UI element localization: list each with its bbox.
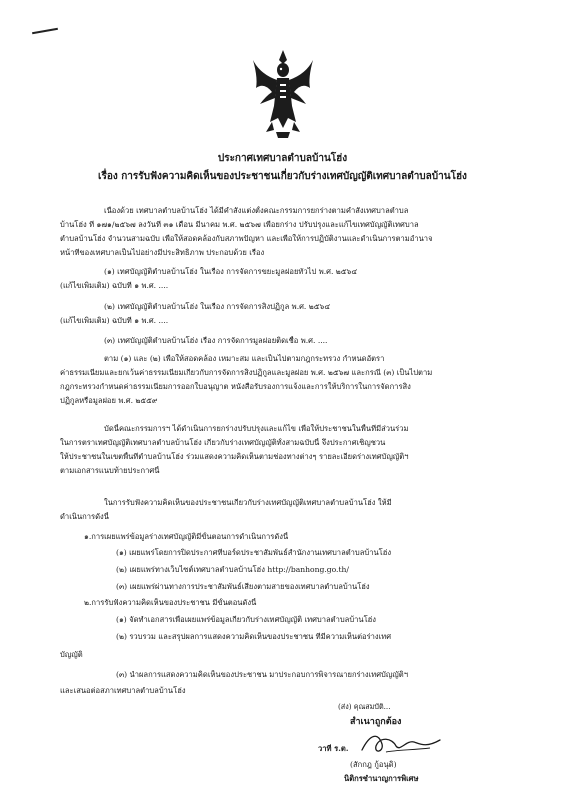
paragraph-line: ปฏิกูลหรือมูลฝอย พ.ศ. ๒๕๕๙	[60, 396, 158, 405]
document-subject: เรื่อง การรับฟังความคิดเห็นของประชาชนเกี่ยวกับร่างเทศบัญญัติเทศบาลตำบลบ้านโฮ่ง	[98, 171, 467, 182]
paragraph-line: หน้าที่ของเทศบาลเป็นไปอย่างมีประสิทธิภาพ ประกอบด้วย เรื่อง	[60, 248, 265, 257]
garuda-emblem-icon	[250, 48, 316, 140]
paragraph-line: ดำเนินการดังนี้	[60, 512, 109, 521]
paragraph-line: กฎกระทรวงกำหนดค่าธรรมเนียมการออกใบอนุญาต หนังสือรับรองการแจ้งและการให้บริการในการจัดการสิ่ง	[60, 382, 411, 391]
section-heading: ๑.การเผยแพร่ข้อมูลร่างเทศบัญญัติมีขั้นตอนการดำเนินการดังนี้	[84, 532, 289, 541]
list-item: (๑) เผยแพร่โดยการปิดประกาศที่บอร์ดประชาสัมพันธ์สำนักงานเทศบาลตำบลบ้านโฮ่ง	[116, 548, 392, 557]
list-item: (แก้ไขเพิ่มเติม) ฉบับที่ ๑ พ.ศ. ....	[60, 281, 169, 290]
paragraph-line: ให้ประชาชนในเขตพื้นที่ตำบลบ้านโฮ่ง ร่วมแสดงความคิดเห็นตามช่องทางต่างๆ รายละเอียดร่างเทศบัญญัติฯ	[60, 452, 409, 461]
list-item: บัญญัติ	[60, 650, 83, 659]
signer-position: นิติกรชำนาญการพิเศษ	[344, 774, 419, 783]
list-item: และเสนอต่อสภาเทศบาลตำบลบ้านโฮ่ง	[60, 686, 186, 695]
list-item: (๓) เผยแพร่ผ่านทางการประชาสัมพันธ์เสียงตามสายของเทศบาลตำบลบ้านโฮ่ง	[116, 582, 370, 591]
list-item: (๓) เทศบัญญัติตำบลบ้านโฮ่ง เรื่อง การจัดการมูลฝอยติดเชื้อ พ.ศ. ....	[104, 336, 328, 345]
section-heading: ๒.การรับฟังความคิดเห็นของประชาชน มีขั้นตอนดังนี้	[84, 598, 257, 607]
list-item: (๓) นำผลการแสดงความคิดเห็นของประชาชน มาประกอบการพิจารณายกร่างเทศบัญญัติฯ	[116, 670, 408, 679]
handwritten-signature	[356, 728, 446, 758]
certified-copy-stamp: สำเนาถูกต้อง	[350, 717, 402, 727]
paragraph-line: ตาม (๑) และ (๒) เพื่อให้สอดคล้อง เหมาะสม และเป็นไปตามกฎกระทรวง กำหนดอัตรา	[104, 354, 385, 363]
list-item: (๑) จัดทำเอกสารเพื่อเผยแพร่ข้อมูลเกี่ยวกับร่างเทศบัญญัติ เทศบาลตำบลบ้านโฮ่ง	[116, 615, 377, 624]
rank-label: วาที่ ร.ต.	[318, 744, 349, 753]
paragraph-line: ในการรับฟังความคิดเห็นของประชาชนเกี่ยวกับร่างเทศบัญญัติเทศบาลตำบลบ้านโฮ่ง ให้มี	[104, 498, 392, 507]
list-item: (๒) รวบรวม และสรุปผลการแสดงความคิดเห็นของประชาชน ที่มีความเห็นต่อร่างเทศ	[116, 632, 392, 641]
paragraph-line: ตำบลบ้านโฮ่ง จำนวนสามฉบับ เพื่อให้สอดคล้องกับสภาพปัญหา และเพื่อให้การปฏิบัติงานและดำเนินการตามอำนาจ	[60, 234, 433, 243]
pen-mark	[32, 28, 58, 34]
signed-note: (ส่ง) คุณสมบัติ...	[338, 702, 391, 711]
list-item: (๒) เผยแพร่ทางเว็บไซต์เทศบาลตำบลบ้านโฮ่ง http://banhong.go.th/	[116, 565, 349, 574]
paragraph-line: ค่าธรรมเนียมและยกเว้นค่าธรรมเนียมเกี่ยวกับการจัดการสิ่งปฏิกูลและมูลฝอย พ.ศ. ๒๕๖๗ และกรณี (๓) เป็นไปตาม	[60, 368, 433, 377]
paragraph-line: ในการตราเทศบัญญัติเทศบาลตำบลบ้านโฮ่ง เกี่ยวกับร่างเทศบัญญัติทั้งสามฉบับนี้ จึงประกาศเชิญชวน	[60, 438, 386, 447]
document-title: ประกาศเทศบาลตำบลบ้านโฮ่ง	[217, 153, 348, 164]
list-item: (แก้ไขเพิ่มเติม) ฉบับที่ ๑ พ.ศ. ....	[60, 316, 169, 325]
paragraph-line: บัดนี้คณะกรรมการฯ ได้ดำเนินการยกร่างปรับปรุงและแก้ไข เพื่อให้ประชาชนในพื้นที่มีส่วนร่วม	[104, 424, 409, 433]
signer-name: (สักกฎ กู้อนุดิ)	[350, 760, 397, 769]
paragraph-line: ตามเอกสารแนบท้ายประกาศนี้	[60, 466, 160, 475]
list-item: (๑) เทศบัญญัติตำบลบ้านโฮ่ง ในเรื่อง การจัดการขยะมูลฝอยทั่วไป พ.ศ. ๒๕๖๔	[104, 267, 358, 276]
paragraph-line: บ้านโฮ่ง ที่ ๑๗๑/๒๕๖๗ ลงวันที่ ๓๑ เดือน มีนาคม พ.ศ. ๒๕๖๗ เพื่อยกร่าง ปรับปรุงและแก้ไขเทศบัญญัติเทศบาล	[60, 220, 419, 229]
list-item: (๒) เทศบัญญัติตำบลบ้านโฮ่ง ในเรื่อง การจัดการสิ่งปฏิกูล พ.ศ. ๒๕๖๔	[104, 302, 331, 311]
paragraph-line: เนื่องด้วย เทศบาลตำบลบ้านโฮ่ง ได้มีคำสั่งแต่งตั้งคณะกรรมการยกร่างตามคำสั่งเทศบาลตำบล	[104, 206, 409, 215]
